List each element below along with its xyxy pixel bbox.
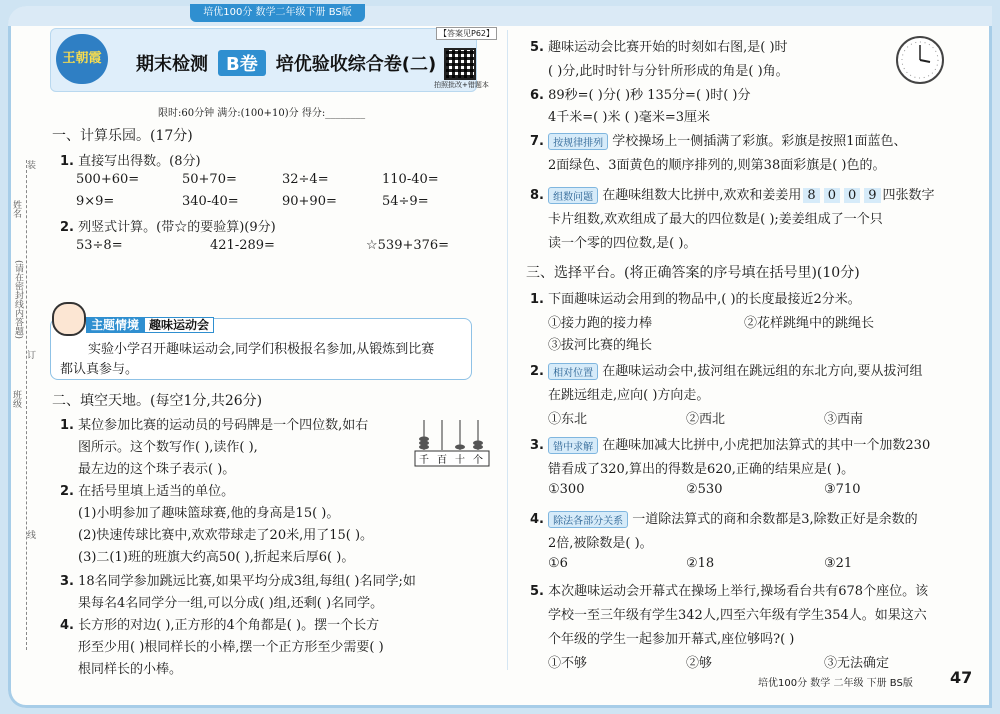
- theme-text: 都认真参与。: [60, 362, 139, 377]
- question-tag: 错中求解: [548, 437, 598, 454]
- question-line: 图所示。这个数写作( ),读作( ),: [78, 440, 258, 455]
- student-face-icon: [52, 302, 86, 336]
- theme-tag: 主题情境 趣味运动会: [86, 316, 214, 333]
- page-number: 47: [950, 668, 973, 687]
- number-card: 9: [864, 188, 880, 203]
- column-divider: [507, 30, 508, 670]
- question: 6. 89秒=( )分( )秒 135分=( )时( )分: [530, 88, 751, 103]
- option: ③西南: [824, 412, 864, 427]
- question-line: 卡片组数,欢欢组成了最大的四位数是( );姜姜组成了一个只: [548, 212, 883, 227]
- question-line: 学校一至三年级有学生342人,四至六年级有学生354人。如果这六: [548, 608, 927, 623]
- question-tag: 相对位置: [548, 363, 598, 380]
- question-tag: 按规律排列: [548, 133, 608, 150]
- question: 2. 在括号里填上适当的单位。: [60, 484, 235, 499]
- question-line: 个年级的学生一起参加开幕式,座位够吗?( ): [548, 632, 795, 647]
- question-line: 2倍,被除数是( )。: [548, 536, 653, 551]
- question: 8. 组数问题 在趣味组数大比拼中,欢欢和姜姜用 8 0 0 9 四张数字: [530, 188, 935, 203]
- option: ②18: [686, 556, 715, 571]
- question: 5. 本次趣味运动会开幕式在操场上举行,操场看台共有678个座位。该: [530, 584, 929, 599]
- number-card: 0: [844, 188, 860, 203]
- option: ②西北: [686, 412, 726, 427]
- option: ③710: [824, 482, 861, 497]
- number-card: 8: [803, 188, 819, 203]
- brand-logo: 王朝霞: [56, 34, 108, 84]
- option: ③拔河比赛的绳长: [548, 338, 653, 353]
- binding-mark: 订: [25, 350, 35, 359]
- section-heading: 二、填空天地。(每空1分,共26分): [52, 393, 263, 409]
- question-line: 在跳远组走,应向( )方向走。: [548, 388, 710, 403]
- option: ③21: [824, 556, 853, 571]
- question: 4. 长方形的对边( ),正方形的4个角都是( )。摆一个长方: [60, 618, 380, 633]
- page-title: 期末检测 B卷 培优验收综合卷(二): [136, 50, 436, 76]
- juan-badge: B卷: [218, 50, 266, 76]
- exam-meta: 限时:60分钟 满分:(100+10)分 得分:________: [158, 108, 366, 119]
- question-line: 2面绿色、3面黄色的顺序排列的,则第38面彩旗是( )色的。: [548, 158, 886, 173]
- question: 4. 除法各部分关系 一道除法算式的商和余数都是3,除数正好是余数的: [530, 512, 918, 527]
- option: ①东北: [548, 412, 588, 427]
- top-band: [8, 6, 992, 26]
- abacus-label: 百: [437, 455, 447, 466]
- question: 5. 趣味运动会比赛开始的时刻如右图,是( )时: [530, 40, 788, 55]
- qr-caption: 拍照批改+错题本: [434, 81, 489, 89]
- binding-mark: 线: [25, 530, 35, 539]
- question: 3. 错中求解 在趣味加减大比拼中,小虎把加法算式的其中一个加数230: [530, 438, 931, 453]
- theme-text: 实验小学召开趣味运动会,同学们积极报名参加,从锻炼到比赛: [88, 342, 435, 357]
- option: ②花样跳绳中的跳绳长: [744, 316, 875, 331]
- answer-reference: 【答案见P62】: [436, 27, 497, 40]
- question: 2. 列竖式计算。(带☆的要验算)(9分): [60, 220, 276, 235]
- option: ①接力跑的接力棒: [548, 316, 653, 331]
- question-line: 错看成了320,算出的得数是620,正确的结果应是( )。: [548, 462, 855, 477]
- abacus-label: 个: [473, 455, 483, 466]
- section-heading: 一、计算乐园。(17分): [52, 128, 193, 144]
- question-line: (1)小明参加了趣味篮球赛,他的身高是15( )。: [78, 506, 340, 521]
- option: ①不够: [548, 656, 588, 671]
- section-heading: 三、选择平台。(将正确答案的序号填在括号里)(10分): [526, 265, 860, 281]
- abacus-label: 千: [419, 455, 429, 466]
- binding-mark: 装: [25, 160, 35, 169]
- option: ②530: [686, 482, 723, 497]
- question-line: 果每名4名同学分一组,可以分成( )组,还剩( )名同学。: [78, 596, 384, 611]
- abacus-label: 十: [455, 455, 465, 466]
- option: ①6: [548, 556, 568, 571]
- binding-margin: [10, 160, 40, 620]
- header-band-label: 培优100分 数学二年级下册 BS版: [190, 4, 365, 22]
- question-line: 最左边的这个珠子表示( )。: [78, 462, 236, 477]
- question: 3. 18名同学参加跳远比赛,如果平均分成3组,每组( )名同学;如: [60, 574, 416, 589]
- option: ①300: [548, 482, 585, 497]
- option: ②够: [686, 656, 713, 671]
- question: 7. 按规律排列 学校操场上一侧插满了彩旗。彩旗是按照1面蓝色、: [530, 134, 907, 149]
- question-line: 根同样长的小棒。: [78, 662, 183, 677]
- question: 1. 下面趣味运动会用到的物品中,( )的长度最接近2分米。: [530, 292, 861, 307]
- question-tag: 组数问题: [548, 187, 598, 204]
- question: 2. 相对位置 在趣味运动会中,拔河组在跳远组的东北方向,要从拔河组: [530, 364, 923, 379]
- binding-note: (请在密封线内答题): [13, 260, 23, 340]
- qr-code[interactable]: [444, 48, 476, 80]
- name-label: 姓名: [11, 200, 21, 218]
- question-line: 形至少用( )根同样长的小棒,摆一个正方形至少需要( ): [78, 640, 384, 655]
- option: ③无法确定: [824, 656, 890, 671]
- question-tag: 除法各部分关系: [548, 511, 628, 528]
- question-line: ( )分,此时时针与分针所形成的角是( )角。: [548, 64, 789, 79]
- clock-icon: [896, 36, 944, 84]
- footer-text: 培优100分 数学 二年级 下册 BS版: [758, 678, 913, 689]
- abacus-figure: [414, 418, 490, 468]
- question-line: (3)二(1)班的班旗大约高50( ),折起来后厚6( )。: [78, 550, 355, 565]
- question-line: 4千米=( )米 ( )毫米=3厘米: [548, 110, 711, 125]
- question: 1. 直接写出得数。(8分): [60, 154, 201, 169]
- number-card: 0: [824, 188, 840, 203]
- class-label: 班级: [11, 390, 21, 408]
- question-line: 读一个零的四位数,是( )。: [548, 236, 697, 251]
- question: 1. 某位参加比赛的运动员的号码牌是一个四位数,如右: [60, 418, 369, 433]
- question-line: (2)快速传球比赛中,欢欢带球走了20米,用了15( )。: [78, 528, 374, 543]
